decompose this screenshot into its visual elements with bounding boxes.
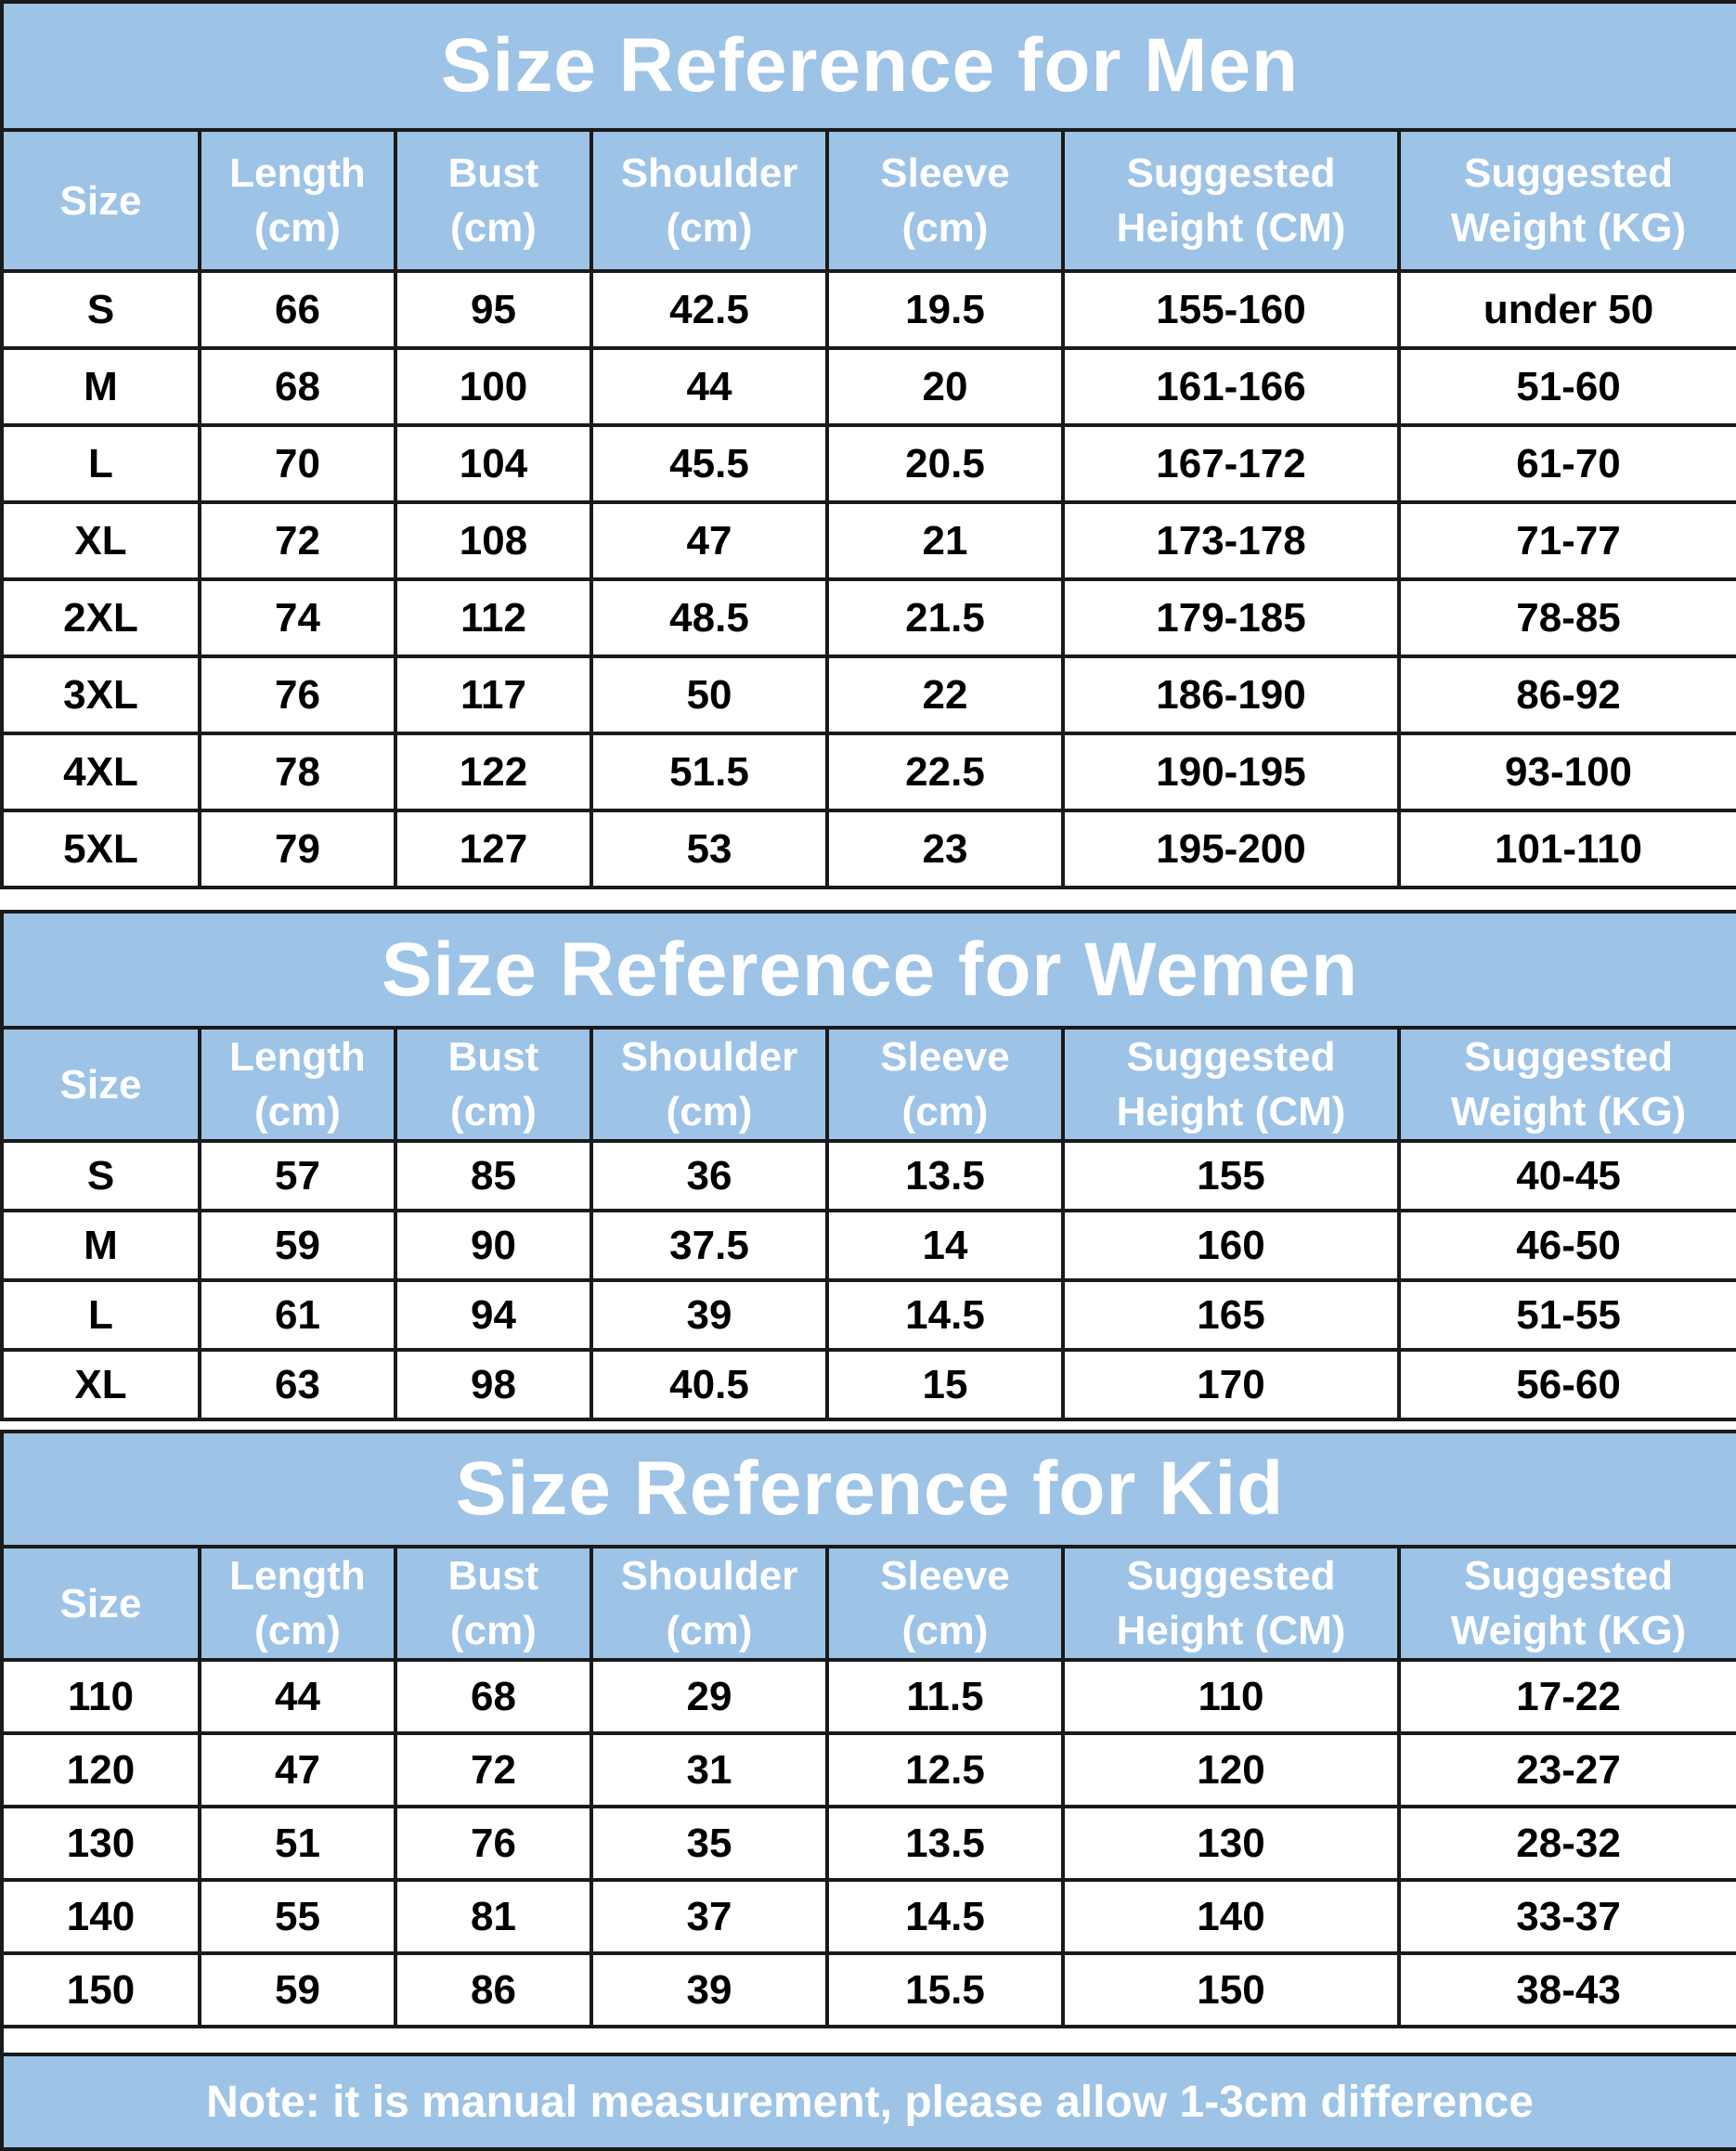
cell-bust: 90 [395, 1211, 591, 1280]
cell-shoulder: 47 [591, 502, 827, 579]
men-size-section [0, 0, 1736, 889]
col-header-weight: Suggested Weight (KG) [1399, 1028, 1736, 1141]
women-size-table [0, 910, 1736, 1421]
col-header-sleeve: Sleeve (cm) [827, 1547, 1063, 1660]
cell-length: 61 [200, 1280, 395, 1350]
cell-size: 110 [2, 1660, 200, 1733]
cell-length: 68 [200, 348, 395, 425]
cell-length: 63 [200, 1350, 395, 1419]
cell-height: 120 [1063, 1733, 1399, 1807]
cell-shoulder: 45.5 [591, 425, 827, 502]
cell-shoulder: 50 [591, 656, 827, 733]
cell-bust: 98 [395, 1350, 591, 1419]
col-header-sleeve: Sleeve (cm) [827, 130, 1063, 271]
cell-size: XL [2, 502, 200, 579]
cell-height: 161-166 [1063, 348, 1399, 425]
cell-weight: 33-37 [1399, 1880, 1736, 1953]
cell-size: 120 [2, 1733, 200, 1807]
table-row [2, 1350, 1736, 1419]
col-header-height: Suggested Height (CM) [1063, 130, 1399, 271]
cell-weight: 51-60 [1399, 348, 1736, 425]
col-header-weight: Suggested Weight (KG) [1399, 1547, 1736, 1660]
cell-sleeve: 19.5 [827, 271, 1063, 348]
col-header-bust: Bust (cm) [395, 1028, 591, 1141]
cell-size: 130 [2, 1807, 200, 1880]
cell-bust: 86 [395, 1953, 591, 2027]
cell-sleeve: 13.5 [827, 1141, 1063, 1211]
col-header-height: Suggested Height (CM) [1063, 1028, 1399, 1141]
cell-bust: 127 [395, 810, 591, 888]
col-header-shoulder: Shoulder (cm) [591, 1028, 827, 1141]
table-row [2, 1280, 1736, 1350]
cell-length: 76 [200, 656, 395, 733]
cell-shoulder: 39 [591, 1953, 827, 2027]
cell-bust: 68 [395, 1660, 591, 1733]
cell-height: 155-160 [1063, 271, 1399, 348]
cell-sleeve: 22.5 [827, 733, 1063, 810]
cell-weight: 46-50 [1399, 1211, 1736, 1280]
table-row [2, 656, 1736, 733]
cell-bust: 117 [395, 656, 591, 733]
cell-length: 72 [200, 502, 395, 579]
col-header-shoulder: Shoulder (cm) [591, 130, 827, 271]
cell-size: 4XL [2, 733, 200, 810]
table-row [2, 733, 1736, 810]
cell-weight: 23-27 [1399, 1733, 1736, 1807]
kid-size-section [0, 1430, 1736, 2151]
col-header-length: Length (cm) [200, 130, 395, 271]
cell-sleeve: 14.5 [827, 1280, 1063, 1350]
cell-weight: 51-55 [1399, 1280, 1736, 1350]
col-header-sleeve: Sleeve (cm) [827, 1028, 1063, 1141]
cell-bust: 112 [395, 579, 591, 656]
cell-sleeve: 11.5 [827, 1660, 1063, 1733]
cell-weight: 86-92 [1399, 656, 1736, 733]
cell-height: 140 [1063, 1880, 1399, 1953]
cell-bust: 94 [395, 1280, 591, 1350]
cell-shoulder: 40.5 [591, 1350, 827, 1419]
cell-sleeve: 21.5 [827, 579, 1063, 656]
cell-weight: 101-110 [1399, 810, 1736, 888]
cell-height: 165 [1063, 1280, 1399, 1350]
cell-size: S [2, 1141, 200, 1211]
cell-bust: 104 [395, 425, 591, 502]
cell-bust: 76 [395, 1807, 591, 1880]
kid-table-title: Size Reference for Kid [2, 1432, 1736, 1547]
cell-sleeve: 15 [827, 1350, 1063, 1419]
cell-size: 5XL [2, 810, 200, 888]
cell-weight: 61-70 [1399, 425, 1736, 502]
cell-height: 150 [1063, 1953, 1399, 2027]
cell-length: 66 [200, 271, 395, 348]
cell-bust: 108 [395, 502, 591, 579]
cell-weight: 78-85 [1399, 579, 1736, 656]
note-spacer [2, 2027, 1736, 2054]
table-row [2, 271, 1736, 348]
cell-height: 170 [1063, 1350, 1399, 1419]
cell-size: L [2, 425, 200, 502]
cell-size: 3XL [2, 656, 200, 733]
cell-bust: 81 [395, 1880, 591, 1953]
cell-length: 78 [200, 733, 395, 810]
kid-size-table [0, 1430, 1736, 2151]
cell-sleeve: 12.5 [827, 1733, 1063, 1807]
cell-size: 140 [2, 1880, 200, 1953]
cell-height: 160 [1063, 1211, 1399, 1280]
cell-size: 150 [2, 1953, 200, 2027]
cell-size: XL [2, 1350, 200, 1419]
men-header-row [2, 130, 1736, 271]
women-table-title: Size Reference for Wemen [2, 912, 1736, 1028]
cell-bust: 100 [395, 348, 591, 425]
cell-length: 57 [200, 1141, 395, 1211]
cell-bust: 72 [395, 1733, 591, 1807]
col-header-length: Length (cm) [200, 1028, 395, 1141]
table-row [2, 1211, 1736, 1280]
cell-length: 74 [200, 579, 395, 656]
cell-shoulder: 53 [591, 810, 827, 888]
cell-weight: 17-22 [1399, 1660, 1736, 1733]
cell-weight: under 50 [1399, 271, 1736, 348]
cell-sleeve: 14 [827, 1211, 1063, 1280]
cell-height: 186-190 [1063, 656, 1399, 733]
cell-size: L [2, 1280, 200, 1350]
cell-shoulder: 31 [591, 1733, 827, 1807]
cell-length: 79 [200, 810, 395, 888]
cell-height: 155 [1063, 1141, 1399, 1211]
cell-height: 190-195 [1063, 733, 1399, 810]
table-row [2, 348, 1736, 425]
cell-weight: 93-100 [1399, 733, 1736, 810]
cell-shoulder: 37.5 [591, 1211, 827, 1280]
cell-shoulder: 39 [591, 1280, 827, 1350]
cell-length: 51 [200, 1807, 395, 1880]
cell-shoulder: 29 [591, 1660, 827, 1733]
men-size-table [0, 0, 1736, 889]
women-header-row [2, 1028, 1736, 1141]
cell-bust: 95 [395, 271, 591, 348]
cell-weight: 28-32 [1399, 1807, 1736, 1880]
women-size-section [0, 910, 1736, 1421]
table-row [2, 425, 1736, 502]
cell-shoulder: 37 [591, 1880, 827, 1953]
cell-shoulder: 48.5 [591, 579, 827, 656]
kid-header-row [2, 1547, 1736, 1660]
cell-bust: 122 [395, 733, 591, 810]
col-header-bust: Bust (cm) [395, 130, 591, 271]
cell-size: 2XL [2, 579, 200, 656]
cell-shoulder: 51.5 [591, 733, 827, 810]
cell-height: 130 [1063, 1807, 1399, 1880]
men-table-title: Size Reference for Men [2, 2, 1736, 130]
cell-sleeve: 23 [827, 810, 1063, 888]
cell-sleeve: 20 [827, 348, 1063, 425]
cell-height: 173-178 [1063, 502, 1399, 579]
table-row [2, 502, 1736, 579]
cell-weight: 71-77 [1399, 502, 1736, 579]
cell-length: 70 [200, 425, 395, 502]
cell-sleeve: 14.5 [827, 1880, 1063, 1953]
col-header-size: Size [2, 1028, 200, 1141]
cell-sleeve: 15.5 [827, 1953, 1063, 2027]
cell-shoulder: 36 [591, 1141, 827, 1211]
cell-shoulder: 44 [591, 348, 827, 425]
cell-size: S [2, 271, 200, 348]
col-header-shoulder: Shoulder (cm) [591, 1547, 827, 1660]
col-header-size: Size [2, 1547, 200, 1660]
table-row [2, 579, 1736, 656]
cell-length: 44 [200, 1660, 395, 1733]
cell-length: 55 [200, 1880, 395, 1953]
col-header-weight: Suggested Weight (KG) [1399, 130, 1736, 271]
cell-height: 195-200 [1063, 810, 1399, 888]
cell-length: 47 [200, 1733, 395, 1807]
cell-sleeve: 13.5 [827, 1807, 1063, 1880]
cell-weight: 56-60 [1399, 1350, 1736, 1419]
table-row [2, 1660, 1736, 1733]
cell-sleeve: 21 [827, 502, 1063, 579]
table-row [2, 1733, 1736, 1807]
col-header-bust: Bust (cm) [395, 1547, 591, 1660]
cell-bust: 85 [395, 1141, 591, 1211]
col-header-size: Size [2, 130, 200, 271]
cell-height: 167-172 [1063, 425, 1399, 502]
table-row [2, 1807, 1736, 1880]
cell-weight: 38-43 [1399, 1953, 1736, 2027]
measurement-note: Note: it is manual measurement, please allow 1-3cm difference [2, 2054, 1736, 2149]
cell-height: 110 [1063, 1660, 1399, 1733]
cell-size: M [2, 1211, 200, 1280]
cell-shoulder: 35 [591, 1807, 827, 1880]
cell-shoulder: 42.5 [591, 271, 827, 348]
table-row [2, 1880, 1736, 1953]
cell-sleeve: 22 [827, 656, 1063, 733]
table-row [2, 1141, 1736, 1211]
cell-weight: 40-45 [1399, 1141, 1736, 1211]
cell-length: 59 [200, 1953, 395, 2027]
cell-length: 59 [200, 1211, 395, 1280]
cell-size: M [2, 348, 200, 425]
cell-height: 179-185 [1063, 579, 1399, 656]
col-header-height: Suggested Height (CM) [1063, 1547, 1399, 1660]
table-row [2, 1953, 1736, 2027]
col-header-length: Length (cm) [200, 1547, 395, 1660]
cell-sleeve: 20.5 [827, 425, 1063, 502]
table-row [2, 810, 1736, 888]
